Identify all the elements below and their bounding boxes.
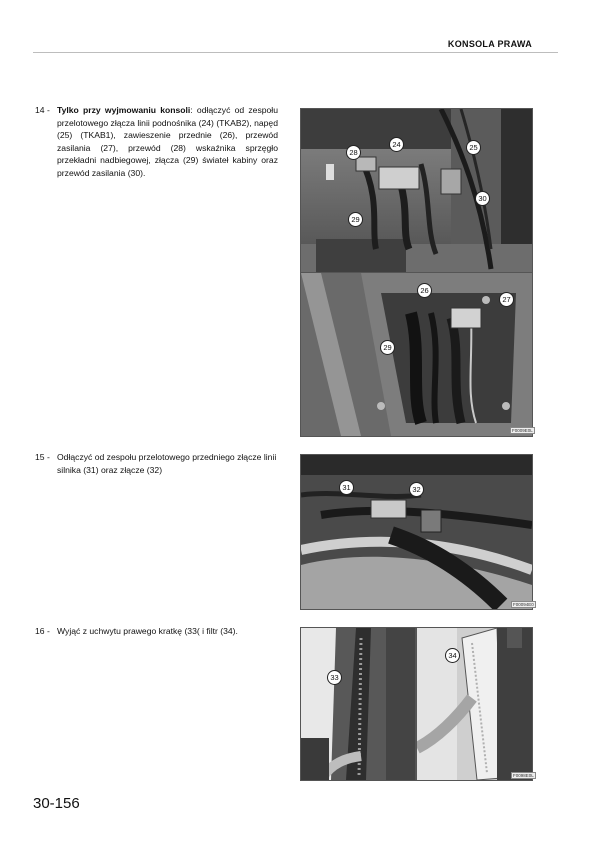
callout-25: 25 <box>466 140 481 155</box>
step-number: 16 - <box>35 626 50 636</box>
image-code: F0009E0L <box>512 428 533 433</box>
photo-engine-connectors <box>300 454 533 610</box>
header-title: KONSOLA PRAWA <box>447 39 532 49</box>
step-body-text: Wyjąć z uchwytu prawego kratkę (33( i filtr (34). <box>57 626 238 636</box>
image-code: F0098E0L <box>513 773 534 778</box>
step-number: 14 - <box>35 105 50 115</box>
callout-34: 34 <box>445 648 460 663</box>
callout-31: 31 <box>339 480 354 495</box>
step-bold-text: Tylko przy wyjmowaniu konsoli <box>57 105 191 115</box>
photo-grille-removal <box>300 627 416 781</box>
header-rule <box>33 52 558 53</box>
step-body-text: Odłączyć od zespołu przelotowego przedniego złącze linii silnika (31) oraz złącze (32) <box>57 452 277 475</box>
callout-29: 29 <box>380 340 395 355</box>
callout-30: 30 <box>475 191 490 206</box>
step-text <box>57 104 278 180</box>
callout-24: 24 <box>389 137 404 152</box>
step-body-text: : odłączyć od zespołu przelotowego złącza linii podnośnika (24) (TKAB2), napęd (25) (TKAB1), zawieszenie przednie (26), przewód zasilania (27), przewód (28) wskaźnika sprzęgło przekładni nadbiegowej, złącza (29) świateł kabiny oraz przewód zasilania (30). <box>57 105 278 178</box>
callout-28: 28 <box>346 145 361 160</box>
callout-32: 32 <box>409 482 424 497</box>
step-number: 15 - <box>35 452 50 462</box>
step-14 <box>35 104 278 184</box>
image-code: F00094E0 <box>513 602 534 607</box>
callout-27: 27 <box>499 292 514 307</box>
photo-filter-removal <box>416 627 533 781</box>
callout-33: 33 <box>327 670 342 685</box>
step-16 <box>35 625 278 641</box>
photo-console-connectors-top <box>300 108 533 273</box>
callout-29: 29 <box>348 212 363 227</box>
page-number: 30-156 <box>33 795 80 812</box>
step-text <box>57 451 278 476</box>
step-text <box>57 625 278 638</box>
step-15 <box>35 451 278 481</box>
callout-26: 26 <box>417 283 432 298</box>
photo-console-connectors-bottom <box>300 272 533 437</box>
